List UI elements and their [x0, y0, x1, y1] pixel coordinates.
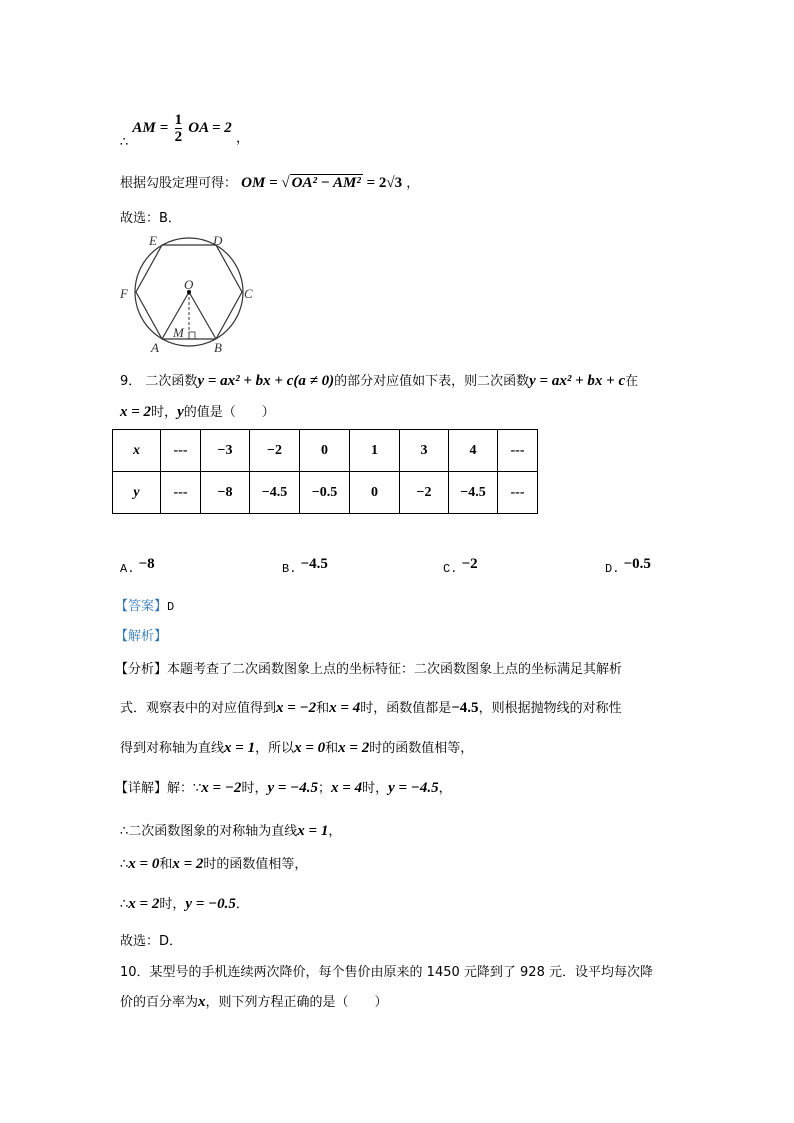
- label-e: E: [149, 233, 157, 248]
- label-o: O: [184, 277, 194, 292]
- math-expr: x = 4: [329, 700, 361, 716]
- option-value: −8: [138, 556, 155, 572]
- option-label: A.: [120, 562, 135, 576]
- xj-text: ∴: [120, 857, 129, 872]
- fraction-numerator: 1: [174, 112, 183, 128]
- fenxi-text: 得到对称轴为直线: [120, 741, 225, 756]
- xiangjie-tag: 【详解】: [115, 781, 168, 796]
- option-label: B.: [282, 562, 297, 576]
- option-value: −0.5: [623, 556, 651, 572]
- math-expr: x = 1: [224, 740, 256, 756]
- final-answer: 故选：D．: [120, 934, 183, 949]
- option-d: [605, 556, 651, 577]
- option-label: D.: [605, 562, 620, 576]
- xj-text: 时，: [362, 781, 389, 796]
- label-m: M: [173, 325, 184, 340]
- q9-text: 时，: [151, 405, 178, 420]
- question-9-line2: [120, 401, 275, 421]
- label-b: B: [214, 340, 222, 355]
- table-cell: −8: [201, 472, 250, 514]
- math-expr: x = −2: [201, 780, 242, 796]
- quadratic-formula: y = ax² + bx + c: [529, 373, 626, 389]
- table-cell: ---: [161, 430, 201, 472]
- oa-equals-2: OA = 2: [188, 120, 232, 136]
- math-expr: y = −4.5: [388, 780, 439, 796]
- xj-text: ，: [438, 781, 452, 796]
- math-expr: −4.5: [451, 700, 479, 716]
- math-expr: x = 0: [128, 856, 160, 872]
- fenxi-text: 和: [325, 741, 339, 756]
- fraction-one-half: [175, 112, 183, 145]
- answer-value: D: [167, 600, 175, 614]
- table-cell: ---: [161, 472, 201, 514]
- label-c: C: [244, 286, 253, 301]
- math-expr: x = −2: [276, 700, 317, 716]
- table-cell: −0.5: [300, 472, 350, 514]
- table-row-y: [113, 472, 538, 514]
- table-cell: −4.5: [449, 472, 498, 514]
- question-9-line1: [120, 370, 638, 390]
- am-label: AM: [132, 120, 156, 136]
- comma: ，: [406, 176, 420, 191]
- pythagorean-line: 根据勾股定理可得： OM = √ OA² − AM² = 2√3 ，: [120, 175, 420, 191]
- math-expr: x = 2: [338, 740, 370, 756]
- option-c: [443, 556, 478, 577]
- hexagon-circle-figure: [115, 230, 265, 355]
- label-a: A: [151, 340, 159, 355]
- xiangjie-line4: [120, 893, 249, 913]
- option-label: C.: [443, 562, 458, 576]
- fenxi-text: 时的函数值相等，: [369, 741, 474, 756]
- q10-text: 价的百分率为: [120, 995, 199, 1010]
- table-cell: ---: [498, 430, 538, 472]
- question-10-line1: 10．某型号的手机连续两次降价，每个售价由原来的 1450 元降到了 928 元．设平均每次降: [120, 965, 653, 980]
- xj-text: 时，: [159, 897, 186, 912]
- xj-text: 时，: [241, 781, 268, 796]
- option-b: [282, 556, 328, 577]
- quadratic-formula: y = ax² + bx + c(a ≠ 0): [197, 373, 335, 389]
- answer-b-line: 故选：B．: [120, 211, 181, 226]
- xj-text: 解：∵: [167, 781, 202, 796]
- hexagon-diagram: [115, 230, 265, 355]
- table-cell: −3: [201, 430, 250, 472]
- table-cell: 1: [350, 430, 400, 472]
- q9-text: 的值是（ ）: [183, 405, 275, 420]
- fenxi-text: ，则根据抛物线的对称性: [478, 701, 622, 716]
- xj-text: 和: [159, 857, 173, 872]
- xiangjie-line1: [115, 777, 452, 797]
- math-expr: x = 2: [128, 896, 160, 912]
- table-cell: 4: [449, 430, 498, 472]
- question-10-line2: [120, 991, 388, 1011]
- option-value: −2: [461, 556, 478, 572]
- analysis-tag: 【解析】: [115, 629, 168, 644]
- math-expr: x = 0: [294, 740, 326, 756]
- comma: ，: [235, 131, 249, 146]
- xiangjie-line3: [120, 853, 307, 873]
- om-label: OM =: [241, 175, 282, 191]
- q9-text: 的部分对应值如下表，则二次函数: [334, 374, 530, 389]
- table-cell: ---: [498, 472, 538, 514]
- therefore-symbol: ∴: [120, 135, 129, 150]
- fenxi-line3: [120, 737, 473, 757]
- fraction-denominator: 2: [174, 129, 183, 145]
- y-var: y: [177, 404, 184, 420]
- xj-text: ．: [235, 897, 249, 912]
- table-cell: 0: [350, 472, 400, 514]
- fenxi-text: 式．观察表中的对应值得到: [120, 701, 277, 716]
- x-equals-2: x = 2: [120, 404, 152, 420]
- xj-text: ∴二次函数图象的对称轴为直线: [120, 824, 298, 839]
- q10-text: ，则下列方程正确的是（ ）: [205, 995, 388, 1010]
- table-cell: 0: [300, 430, 350, 472]
- fenxi-line1: [115, 658, 622, 677]
- answer-line: [115, 595, 174, 614]
- label-d: D: [213, 233, 223, 248]
- value-table: [112, 429, 538, 514]
- xj-text: ∴: [120, 897, 129, 912]
- xj-text: ；: [318, 781, 332, 796]
- table-cell: y: [113, 472, 161, 514]
- xj-text: ，: [328, 824, 342, 839]
- math-expr: x = 4: [331, 780, 363, 796]
- q9-text: 二次函数: [145, 374, 198, 389]
- option-value: −4.5: [300, 556, 328, 572]
- math-expr: y = −0.5: [185, 896, 236, 912]
- question-number: 9．: [120, 374, 142, 389]
- math-expr: y = −4.5: [267, 780, 318, 796]
- option-a: [120, 556, 155, 577]
- table-cell: −4.5: [250, 472, 300, 514]
- xiangjie-line2: [120, 820, 341, 840]
- math-expr: x: [198, 994, 206, 1010]
- xj-text: 时的函数值相等，: [203, 857, 308, 872]
- pythagorean-text: 根据勾股定理可得：: [120, 176, 238, 191]
- answer-tag: 【答案】: [115, 599, 168, 614]
- om-result: = 2√3: [362, 175, 403, 191]
- fenxi-text: ，所以: [255, 741, 295, 756]
- label-f: F: [120, 286, 128, 301]
- equals-sign: =: [159, 120, 169, 136]
- q9-text: 在: [625, 374, 639, 389]
- math-expr: x = 2: [172, 856, 204, 872]
- table-cell: −2: [400, 472, 449, 514]
- therefore-line: [120, 112, 249, 150]
- fenxi-text: 本题考查了二次函数图象上点的坐标特征：二次函数图象上点的坐标满足其解析: [167, 662, 623, 677]
- fenxi-tag: 【分析】: [115, 662, 168, 677]
- fenxi-line2: [120, 697, 622, 717]
- fenxi-text: 和: [316, 701, 330, 716]
- sqrt-expression: OA² − AM²: [291, 175, 361, 191]
- fenxi-text: 时，函数值都是: [360, 701, 452, 716]
- table-cell: 3: [400, 430, 449, 472]
- table-cell: −2: [250, 430, 300, 472]
- table-cell: x: [113, 430, 161, 472]
- table-row-x: [113, 430, 538, 472]
- math-expr: x = 1: [297, 823, 329, 839]
